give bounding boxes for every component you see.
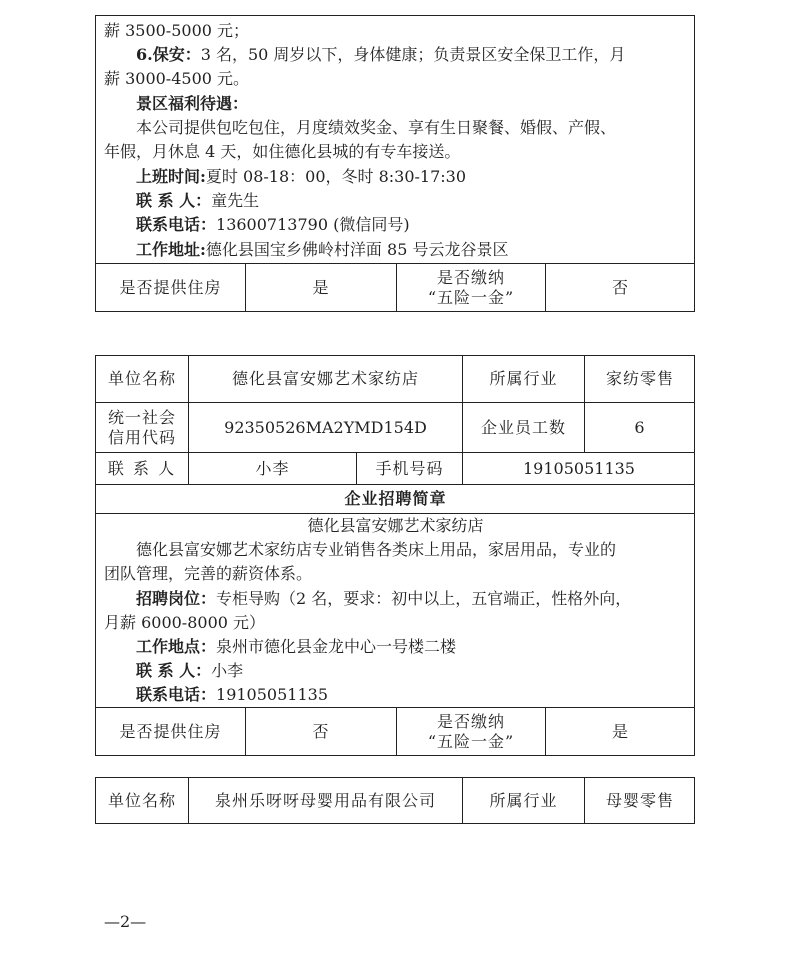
housing-value: 否 <box>312 722 330 741</box>
brochure-line-3: 招聘岗位：专柜导购（2 名，要求：初中以上，五官端正，性格外向， <box>136 589 632 608</box>
insurance-value: 是 <box>611 722 629 741</box>
top-line-9: 联系电话：13600713790 (微信同号) <box>136 215 410 234</box>
company-block-leyaya <box>95 777 695 824</box>
contact-label: 联 系 人 <box>107 458 177 478</box>
company-name-label: 单位名称 <box>107 791 176 810</box>
top-line-3: 薪 3000-4500 元。 <box>104 69 250 88</box>
employees-label: 企业员工数 <box>480 417 566 437</box>
industry-value: 家纺零售 <box>605 369 674 388</box>
brochure-line-6: 联 系 人：小李 <box>136 661 244 680</box>
brochure-line-5: 工作地点：泉州市德化县金龙中心一号楼二楼 <box>136 637 457 656</box>
phone-value: 19105051135 <box>523 458 635 478</box>
company-block-fuanna <box>95 355 695 756</box>
brochure-line-4: 月薪 6000-8000 元） <box>104 613 266 632</box>
housing-value: 是 <box>312 278 330 297</box>
industry-label: 所属行业 <box>489 791 558 810</box>
employees-value: 6 <box>634 417 646 437</box>
credit-code: 92350526MA2YMD154D <box>224 417 427 437</box>
top-line-2: 6.保安：3 名，50 周岁以下，身体健康；负责景区安全保卫工作，月 <box>136 45 626 64</box>
brochure-title: 企业招聘简章 <box>344 489 447 508</box>
industry-value: 母婴零售 <box>605 791 674 810</box>
phone-label: 手机号码 <box>375 458 444 478</box>
top-line-6: 年假，月休息 4 天，如住德化县城的有专车接送。 <box>104 142 461 161</box>
housing-label: 是否提供住房 <box>119 278 222 297</box>
insurance-label: 是否缴纳 “五险一金” <box>427 268 515 307</box>
top-line-7: 上班时间:夏时 08-18：00，冬时 8:30-17:30 <box>136 167 467 186</box>
top-line-8: 联 系 人：童先生 <box>136 191 260 210</box>
brochure-line-1: 德化县富安娜艺术家纺店专业销售各类床上用品，家居用品，专业的 <box>136 540 617 559</box>
insurance-label: 是否缴纳 “五险一金” <box>427 712 515 751</box>
top-job-block <box>95 15 695 312</box>
insurance-value: 否 <box>611 278 629 297</box>
brochure-line-7: 联系电话：19105051135 <box>136 685 328 704</box>
housing-label: 是否提供住房 <box>119 722 222 741</box>
top-line-1: 薪 3500-5000 元； <box>104 21 250 40</box>
brochure-company-name: 德化县富安娜艺术家纺店 <box>307 516 484 535</box>
page-number: —2— <box>104 912 147 931</box>
credit-code-label: 统一社会 信用代码 <box>107 407 176 447</box>
top-line-5: 本公司提供包吃包住，月度绩效奖金、享有生日聚餐、婚假、产假、 <box>136 118 617 137</box>
brochure-line-2: 团队管理，完善的薪资体系。 <box>104 564 313 583</box>
top-line-4: 景区福利待遇： <box>136 94 249 113</box>
top-line-10: 工作地址:德化县国宝乡佛岭村洋面 85 号云龙谷景区 <box>136 240 509 259</box>
company-name-label: 单位名称 <box>107 369 176 388</box>
company-name: 德化县富安娜艺术家纺店 <box>231 369 419 388</box>
contact-value: 小李 <box>255 458 290 478</box>
company-name: 泉州乐呀呀母婴用品有限公司 <box>214 791 436 810</box>
industry-label: 所属行业 <box>489 369 558 388</box>
